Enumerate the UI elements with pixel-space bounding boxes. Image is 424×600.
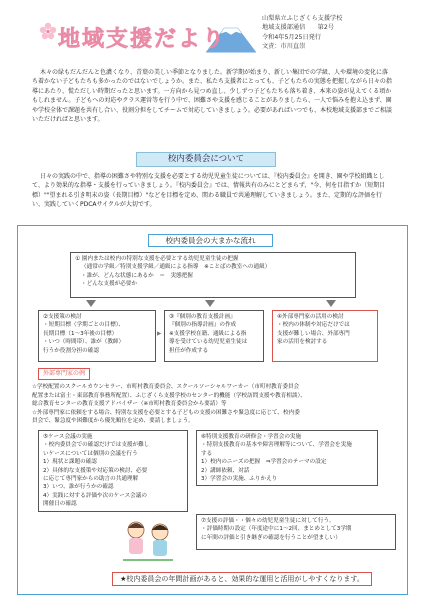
step2-box <box>38 310 156 362</box>
step3-line: 導を受けている幼児児童生徒は <box>169 339 248 346</box>
step2-line: ・短期目標（学期ごとの目標）、 <box>43 322 125 329</box>
step3-line: 『個別の指導計画』の作成 <box>169 322 237 329</box>
step2-line: 長期目標（1〜3年後の目標） <box>43 330 118 337</box>
step5-line: いケースについては個別の会議を行う <box>43 450 138 457</box>
step6-line: 3）学習会の実施、ふりかえり <box>201 476 278 483</box>
step5-line: 開催日の確認 <box>43 501 77 508</box>
experts-line: 員会で、緊急度や困難度から優先順位を定め、要請しましょう。 <box>32 418 194 425</box>
step1-title: ① 園内または校内の特別な支援を必要とする幼児児童生徒の把握 <box>75 256 239 262</box>
down-arrow-icon <box>205 300 215 307</box>
step7-line: ・評価時期の設定（年度途中に1〜2回、まとめとして3学期 <box>201 526 352 533</box>
step4-line: 家の活用を検討する <box>277 339 328 346</box>
step3-line: ※支援学校在籍、通級による指 <box>169 330 247 337</box>
footer-note: ★校内委員会の年間計画があると、効果的な運用と活用がしやすくなります。 <box>112 572 372 586</box>
step5-line: ・校内委員会での確認だけでは支援が難し <box>43 442 150 449</box>
section-paragraph: 日々の実践の中で、指導の困難さや特別な支援を必要とする幼児児童生徒については、『校内委員会』を開き、園や学校組織として、より効果的な指導・支援を行っていきましょう。『校内委員会』では、情報共有のみにとどまらず、"今、何を目指すか（短期目標）""望まれる引き明末の姿（長期目標）"などを目標を定め、関わる職員で共通理解していきましょう。また、定期的な評価を行い、実践していくPDCAサイクルが大切です。 <box>32 173 386 209</box>
office-issue: 地域支援部通信 第2号 <box>262 24 334 32</box>
step6-line: 2）講師依頼、対話 <box>201 467 250 474</box>
step5-line: 1）現状と課題の確認 <box>43 459 97 466</box>
intro-paragraph: 木々の緑もだんだんと色濃くなり、青葉の美しい季節となりました。新学期が始まり、新しい集団での学級、人や環境の変化に落ち着かない子どもたちも多かったのではないでしょうか。また、私たち支援者にとっても、子どもたちの実態を把握しながら日々の指導にあたり、慌ただしい時期だったと思います。一方向から見つめ直し、少しずつ子どもたちも落ち着き、本来の姿が見えてくる頃かもしれません。子どもへの対応やクラス運営等を行う中で、困難さや支援を感じることがありましたら、一人で悩みを抱え込まず、園や学校全体で課題を共有し合い、役割分担をしてチームで対応していきましょう。必要があればいつでも、本校地域支援部までご相談いただければと思います。 <box>32 69 393 124</box>
step2-line: 行うか役割分担の確認 <box>43 347 99 354</box>
author: 文責：市川直崇 <box>262 43 306 51</box>
step2-title: ②支援策の検討 <box>43 314 82 320</box>
experts-text <box>32 383 397 426</box>
step6-box <box>196 430 378 486</box>
school-name: 山梨県立ふじざくら支援学校 <box>262 15 343 22</box>
step6-line: ・特別支援教育の基本や障害理解等について、学習会を実施 <box>201 442 352 449</box>
step3-line: 担任が作成する <box>169 347 209 354</box>
step7-line: に年間の評価と引き継ぎの確認を行うことが望ましい） <box>201 534 341 541</box>
school-info <box>262 14 342 52</box>
experts-line: 総合教育センターの教育支援アドバイザー（※市町村教育委員会から要請）等 <box>32 401 227 408</box>
experts-line: ☆学校配置のスクールカウンセラー、市町村教育委員会、スクールソーシャルワーカー（市町村教育委員会 <box>32 384 300 390</box>
step5-title: ⑤ケース会議の実施 <box>43 434 93 440</box>
step5-line: 4）実践に対する評価や次のケース会議の <box>43 492 147 499</box>
issue-date: 令和4年5月25日発行 <box>262 33 322 41</box>
experts-line: 配置または富士・東部教育事務所配置）、ふじざくら支援学校のセンター的機能（学校訪問支援や教育相談）、 <box>32 392 306 399</box>
step5-line: 2）具体的な支援策や対応策の検討、必要 <box>43 467 148 474</box>
step6-line: 1）校内のニーズの把握 ⇒学習会のテーマの設定 <box>201 459 327 466</box>
down-arrow-icon <box>326 300 336 307</box>
cherry-blossom-icon <box>39 22 57 40</box>
experts-line: ☆外部専門家に依頼をする場合、特別な支援を必要とする子どもの支援の困難さや緊急度に応じて、校内委 <box>32 409 300 416</box>
step3-box <box>164 310 264 362</box>
experts-tag: 外部専門家の例 <box>38 368 90 380</box>
step4-title: ④外部専門家の活用の検討 <box>277 314 344 320</box>
step5-line: に応じて専門家からの助言の共通理解 <box>43 476 139 483</box>
step1-line: ・どんな支援が必要か <box>81 281 137 288</box>
step5-box <box>38 430 188 512</box>
down-arrow-icon <box>86 300 96 307</box>
step2-line: ・いつ（時間帯）、誰が（教師） <box>43 339 125 346</box>
step6-line: する <box>201 450 213 457</box>
step4-box <box>272 310 378 362</box>
step1-box <box>70 252 356 298</box>
step4-line: 支援が難しい場合、外部専門 <box>277 330 350 337</box>
step7-box <box>196 514 396 550</box>
step7-title: ⑦支援の評価・・個々の幼児児童生徒に対して行う。 <box>201 518 335 524</box>
step4-line: ・校内の体制や対応だけでは <box>277 322 350 329</box>
newsletter-title: 地域支援だより <box>58 27 227 52</box>
flow-title: 校内委員会の大まかな流れ <box>148 234 273 247</box>
arrow-right-icon: ▶ <box>157 331 162 337</box>
step6-title: ⑥特別支援教育の研修会・学習会の実施 <box>201 434 302 440</box>
step5-line: 3）いつ、誰が行うかの確認 <box>43 484 114 491</box>
step1-line: ・誰が、どんな状態にあるか ＝ 実態把握 <box>81 272 193 279</box>
step3-title: ③『個別の教育支援計画』 <box>169 314 236 320</box>
children-illustration <box>118 516 178 566</box>
section-title: 校内委員会について <box>136 152 276 167</box>
step1-line: （通常の学級／特別支援学級／通級による指導 ※ことばの教室への通級） <box>81 264 271 271</box>
